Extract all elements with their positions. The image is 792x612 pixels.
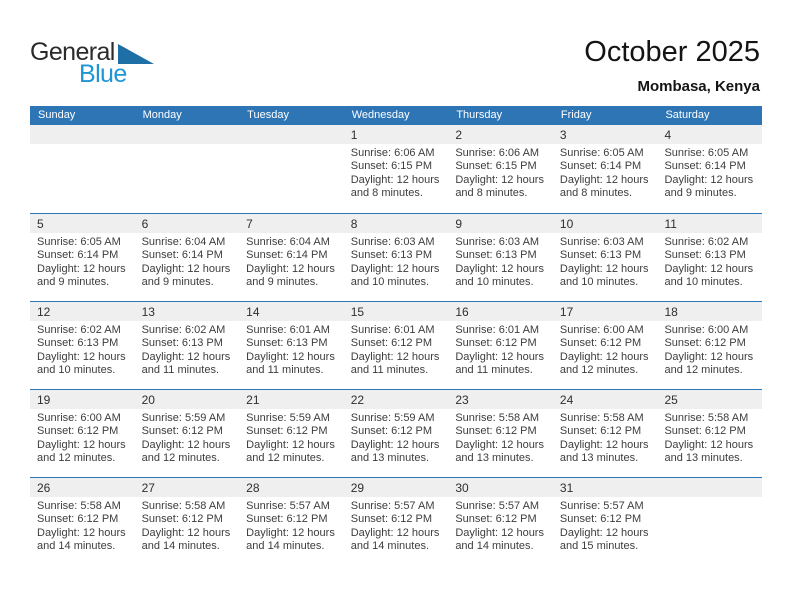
day-number: 19 (30, 390, 135, 409)
daylight-text-line1: Daylight: 12 hours (455, 438, 544, 451)
daylight-text-line1: Daylight: 12 hours (246, 350, 335, 363)
day-cell-25 (657, 390, 762, 477)
daylight-text-line2: and 12 minutes. (246, 452, 325, 465)
day-cell-24 (553, 390, 658, 477)
sunset-text: Sunset: 6:13 PM (246, 337, 328, 350)
daylight-text-line2: and 10 minutes. (350, 276, 430, 289)
daylight-text-line2: and 8 minutes. (455, 187, 528, 200)
daylight-text-line2: and 11 minutes. (246, 364, 324, 377)
day-number: 14 (239, 302, 344, 321)
day-cell-details (657, 233, 762, 290)
day-cell-empty (657, 478, 762, 565)
general-blue-logo (30, 38, 154, 89)
day-cell-details (239, 321, 344, 378)
title-block (584, 36, 760, 95)
sunrise-text: Sunrise: 5:58 AM (141, 500, 226, 512)
day-number: 13 (135, 302, 240, 321)
daylight-text-line2: and 9 minutes. (246, 276, 319, 289)
day-cell-details (448, 321, 553, 378)
daylight-text-line1: Daylight: 12 hours (37, 350, 126, 363)
daylight-text-line1: Daylight: 12 hours (246, 526, 335, 539)
day-number: 29 (344, 478, 449, 497)
sunrise-text: Sunrise: 6:00 AM (664, 324, 749, 336)
sunrise-text: Sunrise: 6:05 AM (664, 147, 749, 159)
day-cell-15 (344, 302, 449, 389)
daylight-text-line1: Daylight: 12 hours (455, 350, 544, 363)
sunset-text: Sunset: 6:13 PM (664, 249, 746, 262)
sunrise-text: Sunrise: 5:59 AM (141, 412, 226, 424)
sunset-text: Sunset: 6:12 PM (455, 425, 537, 438)
daylight-text-line1: Daylight: 12 hours (664, 262, 754, 275)
daylight-text-line2: and 14 minutes. (350, 540, 430, 553)
daylight-text-line2: and 13 minutes. (559, 452, 639, 465)
day-cell-19 (30, 390, 135, 477)
sunrise-text: Sunrise: 6:00 AM (559, 324, 644, 336)
day-number: 9 (448, 214, 553, 233)
sunrise-text: Sunrise: 5:58 AM (664, 412, 749, 424)
day-cell-17 (553, 302, 658, 389)
day-cell-details (239, 409, 344, 466)
day-cell-6 (135, 214, 240, 301)
day-cell-8 (344, 214, 449, 301)
sunset-text: Sunset: 6:12 PM (559, 513, 642, 526)
daylight-text-line1: Daylight: 12 hours (559, 350, 649, 363)
daylight-text-line1: Daylight: 12 hours (664, 350, 754, 363)
sunset-text: Sunset: 6:12 PM (664, 337, 746, 350)
daylight-text-line2: and 11 minutes. (350, 364, 429, 377)
logo-text-blue: Blue (79, 60, 127, 88)
day-cell-details (135, 497, 240, 554)
sunrise-text: Sunrise: 6:06 AM (455, 147, 540, 159)
daylight-text-line1: Daylight: 12 hours (141, 350, 231, 363)
day-cell-27 (135, 478, 240, 565)
day-cell-2 (448, 125, 553, 213)
day-number (135, 125, 240, 144)
daylight-text-line2: and 10 minutes. (664, 276, 743, 289)
day-cell-details (657, 144, 762, 201)
day-cell-16 (448, 302, 553, 389)
daylight-text-line2: and 14 minutes. (455, 540, 534, 553)
day-cell-22 (344, 390, 449, 477)
day-number: 12 (30, 302, 135, 321)
day-cell-1 (344, 125, 449, 213)
day-cell-details (135, 321, 240, 378)
day-cell-3 (553, 125, 658, 213)
day-cell-details (344, 497, 449, 554)
day-cell-details (553, 144, 658, 201)
weekday-header-wednesday: Wednesday (351, 109, 410, 121)
day-cell-details (30, 497, 135, 554)
day-cell-details (344, 233, 449, 290)
sunrise-text: Sunrise: 6:00 AM (37, 412, 121, 424)
weekday-header-monday: Monday (142, 109, 182, 121)
day-cell-31 (553, 478, 658, 565)
daylight-text-line1: Daylight: 12 hours (350, 350, 440, 363)
daylight-text-line2: and 9 minutes. (664, 187, 737, 200)
daylight-text-line1: Daylight: 12 hours (141, 526, 231, 539)
daylight-text-line1: Daylight: 12 hours (350, 438, 440, 451)
sunrise-text: Sunrise: 6:04 AM (141, 236, 226, 248)
weekday-header-friday: Friday (560, 109, 592, 121)
month-title: October 2025 (584, 36, 760, 68)
daylight-text-line1: Daylight: 12 hours (246, 262, 335, 275)
sunrise-text: Sunrise: 6:01 AM (455, 324, 540, 336)
day-cell-empty (135, 125, 240, 213)
day-number: 30 (448, 478, 553, 497)
daylight-text-line1: Daylight: 12 hours (664, 438, 754, 451)
sunrise-text: Sunrise: 6:02 AM (37, 324, 121, 336)
sunset-text: Sunset: 6:12 PM (455, 337, 537, 350)
calendar-grid (30, 106, 762, 565)
sunset-text: Sunset: 6:15 PM (455, 160, 537, 173)
sunset-text: Sunset: 6:12 PM (246, 425, 328, 438)
day-cell-26 (30, 478, 135, 565)
daylight-text-line1: Daylight: 12 hours (141, 262, 231, 275)
daylight-text-line2: and 14 minutes. (37, 540, 116, 553)
sunset-text: Sunset: 6:12 PM (141, 425, 223, 438)
day-number: 4 (657, 125, 762, 144)
day-cell-28 (239, 478, 344, 565)
daylight-text-line1: Daylight: 12 hours (559, 262, 649, 275)
day-cell-details (344, 144, 449, 201)
day-cell-21 (239, 390, 344, 477)
daylight-text-line2: and 12 minutes. (37, 452, 116, 465)
sunrise-text: Sunrise: 6:02 AM (664, 236, 749, 248)
daylight-text-line1: Daylight: 12 hours (37, 526, 126, 539)
sunrise-text: Sunrise: 5:57 AM (350, 500, 435, 512)
day-number: 15 (344, 302, 449, 321)
day-cell-details (239, 233, 344, 290)
daylight-text-line1: Daylight: 12 hours (455, 526, 544, 539)
daylight-text-line1: Daylight: 12 hours (141, 438, 231, 451)
sunrise-text: Sunrise: 5:58 AM (455, 412, 540, 424)
day-cell-details (448, 233, 553, 290)
sunset-text: Sunset: 6:13 PM (141, 337, 223, 350)
daylight-text-line2: and 10 minutes. (37, 364, 116, 377)
day-cell-30 (448, 478, 553, 565)
weekday-header-tuesday: Tuesday (247, 109, 289, 121)
sunset-text: Sunset: 6:14 PM (664, 160, 746, 173)
day-number: 7 (239, 214, 344, 233)
sunset-text: Sunset: 6:14 PM (37, 249, 119, 262)
day-cell-12 (30, 302, 135, 389)
daylight-text-line1: Daylight: 12 hours (246, 438, 335, 451)
week-row-1 (30, 125, 762, 213)
day-number: 21 (239, 390, 344, 409)
day-number (657, 478, 762, 497)
sunrise-text: Sunrise: 5:59 AM (350, 412, 435, 424)
day-number: 11 (657, 214, 762, 233)
day-cell-details (344, 321, 449, 378)
daylight-text-line2: and 9 minutes. (141, 276, 214, 289)
day-cell-23 (448, 390, 553, 477)
daylight-text-line2: and 8 minutes. (559, 187, 633, 200)
day-cell-details (448, 409, 553, 466)
day-number: 26 (30, 478, 135, 497)
sunset-text: Sunset: 6:12 PM (350, 425, 433, 438)
day-number (239, 125, 344, 144)
daylight-text-line2: and 10 minutes. (455, 276, 534, 289)
daylight-text-line1: Daylight: 12 hours (350, 526, 440, 539)
daylight-text-line1: Daylight: 12 hours (455, 173, 544, 186)
day-cell-details (553, 409, 658, 466)
sunrise-text: Sunrise: 6:06 AM (350, 147, 435, 159)
daylight-text-line2: and 9 minutes. (37, 276, 110, 289)
sunset-text: Sunset: 6:12 PM (246, 513, 328, 526)
day-cell-details (553, 321, 658, 378)
weekday-header-sunday: Sunday (38, 109, 76, 121)
weekday-header-saturday: Saturday (665, 109, 710, 121)
day-number: 3 (553, 125, 658, 144)
sunset-text: Sunset: 6:12 PM (559, 337, 642, 350)
sunrise-text: Sunrise: 5:59 AM (246, 412, 330, 424)
week-row-4 (30, 389, 762, 477)
sunrise-text: Sunrise: 5:58 AM (559, 412, 644, 424)
day-cell-details (448, 497, 553, 554)
day-cell-details (553, 233, 658, 290)
sunrise-text: Sunrise: 5:58 AM (37, 500, 121, 512)
daylight-text-line2: and 11 minutes. (141, 364, 220, 377)
sunrise-text: Sunrise: 6:03 AM (559, 236, 644, 248)
daylight-text-line1: Daylight: 12 hours (350, 262, 440, 275)
location-subtitle: Mombasa, Kenya (637, 78, 760, 95)
weeks-container (30, 125, 762, 565)
day-number: 2 (448, 125, 553, 144)
day-number: 8 (344, 214, 449, 233)
day-number (30, 125, 135, 144)
daylight-text-line1: Daylight: 12 hours (559, 173, 649, 186)
day-number: 10 (553, 214, 658, 233)
daylight-text-line2: and 14 minutes. (141, 540, 220, 553)
day-number: 25 (657, 390, 762, 409)
day-cell-5 (30, 214, 135, 301)
daylight-text-line2: and 14 minutes. (246, 540, 325, 553)
sunset-text: Sunset: 6:12 PM (350, 513, 433, 526)
sunset-text: Sunset: 6:12 PM (455, 513, 537, 526)
sunrise-text: Sunrise: 6:03 AM (455, 236, 540, 248)
day-cell-29 (344, 478, 449, 565)
weekday-header-thursday: Thursday (456, 109, 503, 121)
daylight-text-line2: and 15 minutes. (559, 540, 639, 553)
daylight-text-line1: Daylight: 12 hours (37, 438, 126, 451)
daylight-text-line1: Daylight: 12 hours (455, 262, 544, 275)
sunrise-text: Sunrise: 6:01 AM (350, 324, 435, 336)
sunset-text: Sunset: 6:13 PM (559, 249, 642, 262)
weekday-header-row (30, 106, 762, 125)
week-row-2 (30, 213, 762, 301)
day-cell-14 (239, 302, 344, 389)
sunset-text: Sunset: 6:15 PM (350, 160, 433, 173)
day-cell-9 (448, 214, 553, 301)
day-cell-20 (135, 390, 240, 477)
sunrise-text: Sunrise: 6:05 AM (559, 147, 644, 159)
daylight-text-line1: Daylight: 12 hours (559, 438, 649, 451)
sunset-text: Sunset: 6:12 PM (559, 425, 642, 438)
day-cell-details (448, 144, 553, 201)
day-cell-details (135, 233, 240, 290)
day-number: 17 (553, 302, 658, 321)
day-cell-11 (657, 214, 762, 301)
daylight-text-line2: and 12 minutes. (141, 452, 220, 465)
sunset-text: Sunset: 6:13 PM (37, 337, 119, 350)
daylight-text-line2: and 13 minutes. (350, 452, 430, 465)
week-row-5 (30, 477, 762, 565)
daylight-text-line2: and 13 minutes. (664, 452, 743, 465)
logo-text-general: General (30, 38, 115, 66)
daylight-text-line1: Daylight: 12 hours (37, 262, 126, 275)
day-cell-details (30, 233, 135, 290)
daylight-text-line2: and 11 minutes. (455, 364, 533, 377)
day-cell-empty (239, 125, 344, 213)
sunset-text: Sunset: 6:12 PM (664, 425, 746, 438)
sunset-text: Sunset: 6:14 PM (559, 160, 642, 173)
daylight-text-line2: and 12 minutes. (559, 364, 639, 377)
sunset-text: Sunset: 6:14 PM (141, 249, 223, 262)
day-cell-details (30, 409, 135, 466)
day-number: 23 (448, 390, 553, 409)
sunset-text: Sunset: 6:12 PM (37, 425, 119, 438)
week-row-3 (30, 301, 762, 389)
sunrise-text: Sunrise: 6:02 AM (141, 324, 226, 336)
sunset-text: Sunset: 6:13 PM (455, 249, 537, 262)
daylight-text-line2: and 13 minutes. (455, 452, 534, 465)
sunrise-text: Sunrise: 5:57 AM (246, 500, 330, 512)
daylight-text-line2: and 10 minutes. (559, 276, 639, 289)
day-number: 27 (135, 478, 240, 497)
day-cell-details (239, 497, 344, 554)
day-cell-4 (657, 125, 762, 213)
day-number: 31 (553, 478, 658, 497)
day-cell-10 (553, 214, 658, 301)
daylight-text-line1: Daylight: 12 hours (350, 173, 440, 186)
sunrise-text: Sunrise: 6:04 AM (246, 236, 330, 248)
sunrise-text: Sunrise: 6:01 AM (246, 324, 330, 336)
sunset-text: Sunset: 6:13 PM (350, 249, 433, 262)
sunset-text: Sunset: 6:12 PM (141, 513, 223, 526)
sunrise-text: Sunrise: 6:05 AM (37, 236, 121, 248)
daylight-text-line2: and 12 minutes. (664, 364, 743, 377)
day-number: 24 (553, 390, 658, 409)
day-cell-details (657, 321, 762, 378)
sunset-text: Sunset: 6:12 PM (350, 337, 433, 350)
sunrise-text: Sunrise: 6:03 AM (350, 236, 435, 248)
day-number: 20 (135, 390, 240, 409)
day-cell-details (553, 497, 658, 554)
day-cell-details (344, 409, 449, 466)
day-cell-details (657, 409, 762, 466)
day-cell-13 (135, 302, 240, 389)
sunset-text: Sunset: 6:14 PM (246, 249, 328, 262)
day-number: 18 (657, 302, 762, 321)
day-number: 6 (135, 214, 240, 233)
daylight-text-line1: Daylight: 12 hours (664, 173, 754, 186)
day-cell-details (30, 321, 135, 378)
day-cell-7 (239, 214, 344, 301)
day-number: 28 (239, 478, 344, 497)
day-cell-details (135, 409, 240, 466)
day-number: 16 (448, 302, 553, 321)
sunset-text: Sunset: 6:12 PM (37, 513, 119, 526)
day-cell-18 (657, 302, 762, 389)
day-cell-empty (30, 125, 135, 213)
day-number: 22 (344, 390, 449, 409)
daylight-text-line2: and 8 minutes. (350, 187, 423, 200)
sunrise-text: Sunrise: 5:57 AM (455, 500, 540, 512)
daylight-text-line1: Daylight: 12 hours (559, 526, 649, 539)
sunrise-text: Sunrise: 5:57 AM (559, 500, 644, 512)
day-number: 1 (344, 125, 449, 144)
day-number: 5 (30, 214, 135, 233)
